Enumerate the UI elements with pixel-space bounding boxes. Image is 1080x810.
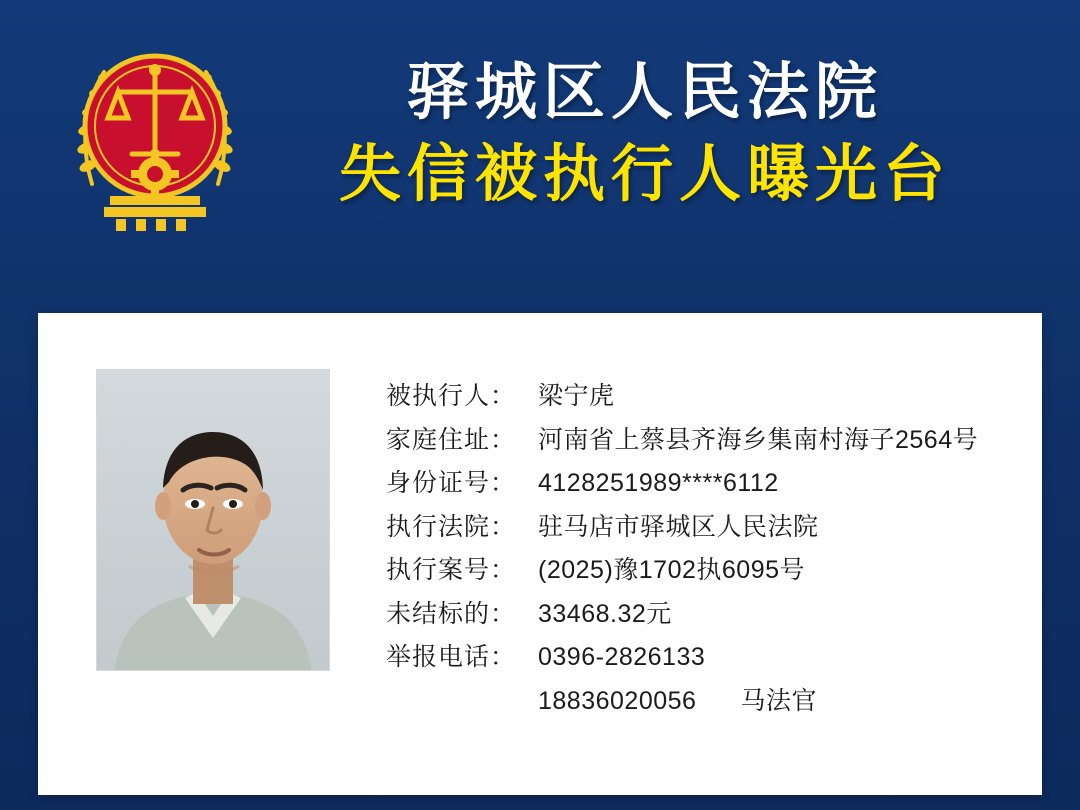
field-value-address: 河南省上蔡县齐海乡集南村海子2564号 bbox=[538, 425, 979, 454]
person-photo bbox=[96, 369, 330, 671]
field-label: 执行法院： bbox=[386, 512, 517, 541]
title-block bbox=[250, 55, 1080, 212]
info-row bbox=[386, 506, 978, 550]
field-label: 家庭住址： bbox=[386, 425, 517, 454]
field-value-officer: 马法官 bbox=[740, 686, 817, 715]
field-label: 未结标的： bbox=[386, 599, 517, 628]
field-value-name: 梁宁虎 bbox=[538, 382, 615, 410]
field-label: 身份证号： bbox=[386, 469, 517, 497]
exposure-board-subtitle: 失信被执行人曝光台 bbox=[338, 140, 951, 209]
court-name-title: 驿城区人民法院 bbox=[406, 58, 883, 128]
poster-header bbox=[0, 0, 1080, 268]
info-row bbox=[386, 549, 978, 593]
info-row bbox=[386, 636, 978, 680]
field-label: 被执行人： bbox=[386, 382, 517, 410]
field-value-hotline: 0396-2826133 bbox=[538, 643, 706, 671]
field-label: 举报电话： bbox=[386, 643, 517, 671]
card-inner bbox=[38, 313, 1042, 723]
field-value-case-number: (2025)豫1702执6095号 bbox=[538, 556, 805, 584]
field-label: 执行案号： bbox=[386, 556, 517, 584]
info-row bbox=[386, 462, 978, 506]
info-row bbox=[386, 593, 978, 637]
info-row bbox=[386, 680, 978, 724]
info-row bbox=[386, 375, 978, 419]
field-value-hotline-secondary: 18836020056 bbox=[538, 686, 697, 715]
court-emblem-icon bbox=[60, 34, 250, 234]
info-row bbox=[386, 419, 978, 463]
field-value-id-number: 4128251989****6112 bbox=[538, 469, 779, 497]
field-value-court: 驻马店市驿城区人民法院 bbox=[538, 512, 819, 541]
person-card bbox=[38, 313, 1042, 795]
field-value-amount: 33468.32元 bbox=[538, 599, 672, 628]
person-info bbox=[386, 369, 978, 723]
